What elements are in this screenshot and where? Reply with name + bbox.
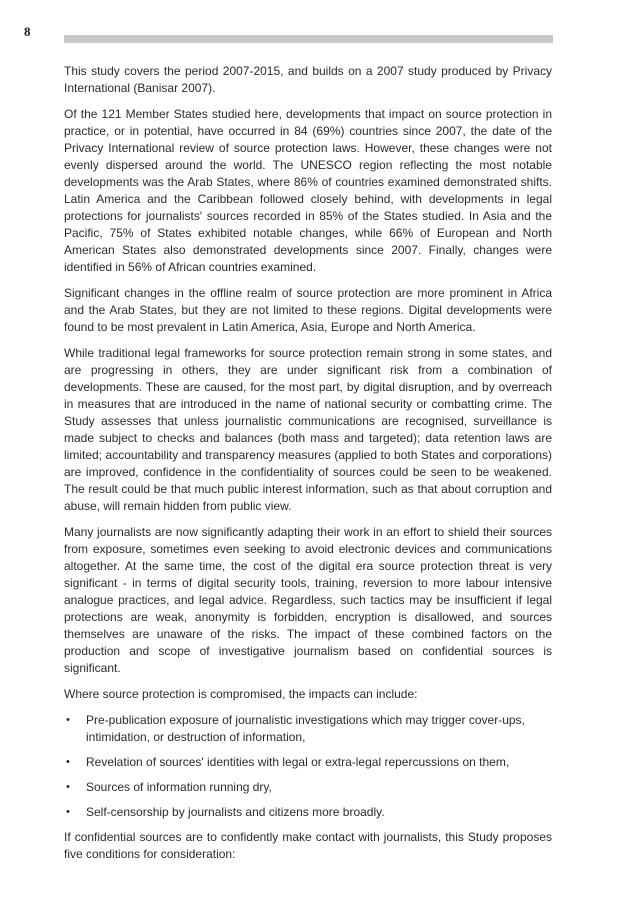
paragraph-regional-developments: Of the 121 Member States studied here, developments that impact on source protection in practice, or in potential, have occurred in 84 (69%) countries since 2007, the date of the Privacy International review of source protection laws. However, these changes were not evenly dispersed around the world. The UNESCO region reflecting the most notable developments was the Arab States, where 86% of countries examined demonstrated shifts. Latin America and the Caribbean followed closely behind, with developments in legal protections for journalists' sources recorded in 85% of the States studied. In Asia and the Pacific, 75% of States exhibited notable changes, while 66% of European and North American States also demonstrated developments since 2007. Finally, changes were identified in 56% of African countries examined.	[64, 107, 552, 274]
page-number: 8	[24, 24, 31, 39]
paragraph-study-period: This study covers the period 2007-2015, and builds on a 2007 study produced by Privacy International (Banisar 2007).	[64, 64, 552, 95]
list-item: • Self-censorship by journalists and citizens more broadly.	[64, 804, 552, 821]
paragraph-journalists-adapting: Many journalists are now significantly adapting their work in an effort to shield their sources from exposure, sometimes even seeking to avoid electronic devices and communications altogether. At the same time, the cost of the digital era source protection threat is very significant - in terms of digital security tools, training, reversion to more labour intensive analogue practices, and legal advice. Regardless, such tactics may be insufficient if legal protections are weak, anonymity is forbidden, encryption is disallowed, and sources themselves are unaware of the risks. The impact of these combined factors on the production and scope of investigative journalism based on confidential sources is significant.	[64, 525, 552, 675]
list-item: • Sources of information running dry,	[64, 779, 552, 796]
list-item: • Revelation of sources' identities with legal or extra-legal repercussions on them,	[64, 754, 552, 771]
paragraph-offline-digital: Significant changes in the offline realm of source protection are more prominent in Africa and the Arab States, but they are not limited to these regions. Digital developments were found to be most prevalent in Latin America, Asia, Europe and North America.	[64, 286, 552, 334]
body-text	[64, 63, 552, 872]
impacts-list	[64, 712, 552, 821]
paragraph-impacts-intro: Where source protection is compromised, the impacts can include:	[64, 687, 418, 701]
list-item: • Pre-publication exposure of journalistic investigations which may trigger cover-ups, intimidation, or destruction of information,	[64, 712, 552, 746]
paragraph-conditions: If confidential sources are to confidently make contact with journalists, this Study proposes five conditions for consideration:	[64, 830, 552, 861]
header-bar	[64, 35, 553, 43]
paragraph-legal-frameworks: While traditional legal frameworks for source protection remain strong in some states, and are progressing in others, they are under significant risk from a combination of developments. These are caused, for the most part, by digital disruption, and by overreach in measures that are introduced in the name of national security or combatting crime. The Study assesses that unless journalistic communications are recognised, surveillance is made subject to checks and balances (both mass and targeted); data retention laws are limited; accountability and transparency measures (applied to both States and corporations) are improved, confidence in the confidentiality of sources could be seen to be weakened. The result could be that much public interest information, such as that about corruption and abuse, will remain hidden from public view.	[64, 346, 552, 513]
